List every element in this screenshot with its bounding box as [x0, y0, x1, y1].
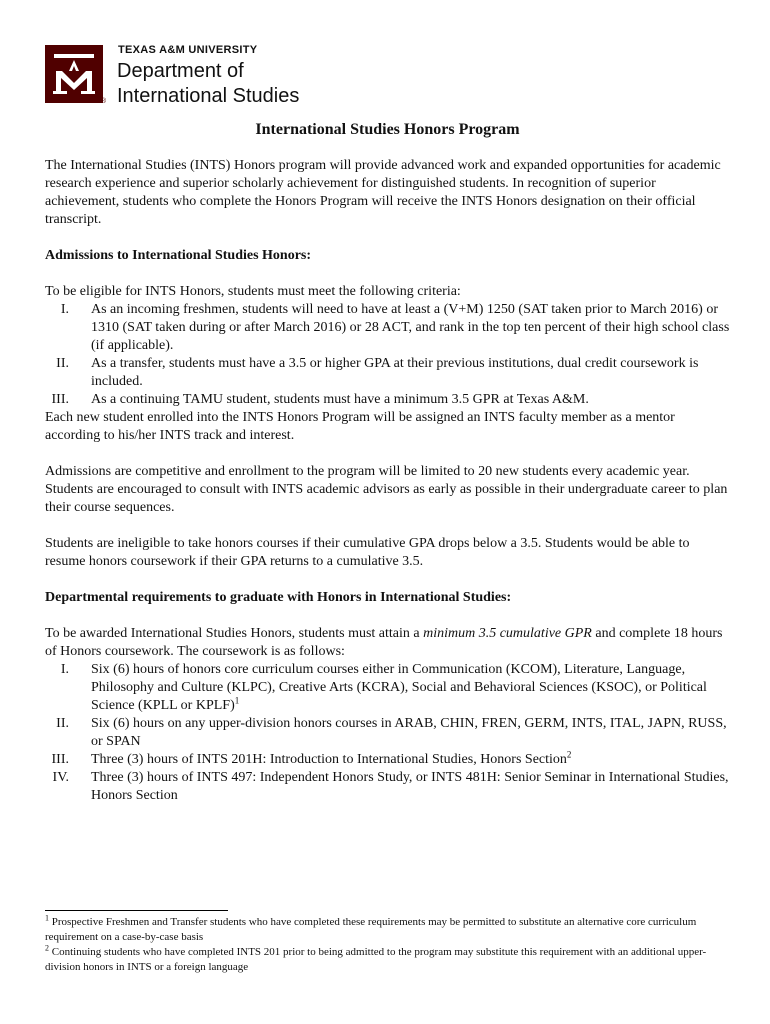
footnote-divider — [45, 910, 228, 911]
criteria-item — [45, 391, 730, 409]
footnote-2 — [45, 945, 730, 975]
list-number: III. — [51, 752, 69, 767]
intro-paragraph: The International Studies (INTS) Honors program will provide advanced work and expanded opportunities for academic research experience and superior scholarly achievement for distinguished students. In recognition of superior achievement, students who complete the Honors Program will receive the INTS Honors designation on their official transcript. — [45, 158, 721, 227]
department-name-line1: Department of — [117, 60, 244, 82]
competitive-paragraph: Admissions are competitive and enrollment to the program will be limited to 20 new students every academic year. Students are encouraged to consult with INTS academic advisors as early as possible in their undergraduate career to plan their course sequences. — [45, 464, 728, 515]
list-number: IV. — [52, 770, 69, 785]
department-name-line2: International Studies — [117, 85, 300, 107]
requirement-item — [45, 751, 730, 769]
list-number: II. — [56, 716, 69, 731]
list-number: I. — [60, 662, 69, 677]
footnotes — [45, 915, 730, 975]
requirements-lead-emphasis: minimum 3.5 cumulative GPR — [423, 626, 592, 641]
admissions-criteria-list — [45, 301, 730, 409]
footnote-text: Prospective Freshmen and Transfer students who have completed these requirements may be permitted to substitute an alternative core curriculum requirement on a case-by-case basis — [45, 916, 697, 943]
requirement-item — [45, 661, 730, 715]
tamu-logo — [45, 45, 103, 103]
footnote-ref: 2 — [566, 749, 572, 760]
requirement-text: Three (3) hours of INTS 201H: Introduction to International Studies, Honors Section — [91, 752, 567, 767]
requirement-text: Three (3) hours of INTS 497: Independent Honors Study, or INTS 481H: Senior Seminar in International Studies, Honors Section — [91, 770, 729, 803]
list-number: III. — [51, 392, 69, 407]
criteria-item — [45, 301, 730, 355]
footnote-number: 1 — [45, 913, 49, 923]
mentor-paragraph: Each new student enrolled into the INTS Honors Program will be assigned an INTS faculty member as a mentor according to his/her INTS track and interest. — [45, 410, 675, 443]
criteria-text: As a continuing TAMU student, students must have a minimum 3.5 GPR at Texas A&M. — [91, 392, 589, 407]
footnote-ref: 1 — [234, 695, 240, 706]
university-name: TEXAS A&M UNIVERSITY — [118, 44, 258, 56]
footnote-number: 2 — [45, 943, 49, 953]
requirement-item — [45, 769, 730, 805]
admissions-lead: To be eligible for INTS Honors, students must meet the following criteria: — [45, 284, 461, 299]
ineligible-paragraph: Students are ineligible to take honors courses if their cumulative GPA drops below a 3.5. Students would be able to resume honors coursework if their GPA returns to a cumulative 3.5. — [45, 536, 690, 569]
list-number: II. — [56, 356, 69, 371]
requirement-text: Six (6) hours of honors core curriculum courses either in Communication (KCOM), Literature, Language, Philosophy and Culture (KLPC), Creative Arts (KCRA), Social and Behavioral Sciences (KSOC), or Political Science (KPLL or KPLF) — [91, 662, 707, 713]
footnote-text: Continuing students who have completed INTS 201 prior to being admitted to the program may substitute this requirement with an additional upper-division honors in INTS or a foreign language — [45, 946, 707, 973]
admissions-heading: Admissions to International Studies Honors: — [45, 248, 312, 263]
list-number: I. — [60, 302, 69, 317]
requirements-heading: Departmental requirements to graduate with Honors in International Studies: — [45, 590, 512, 605]
requirement-item — [45, 715, 730, 751]
atm-logo-icon — [45, 45, 103, 103]
criteria-text: As an incoming freshmen, students will need to have at least a (V+M) 1250 (SAT taken prior to March 2016) or 1310 (SAT taken during or after March 2016) or 28 ACT, and rank in the top ten percent of their high school class (if applicable). — [91, 302, 730, 353]
page-title: International Studies Honors Program — [255, 121, 520, 138]
requirements-lead — [45, 625, 730, 661]
requirements-list — [45, 661, 730, 805]
requirements-lead-end: and complete 18 hours of Honors coursework. The coursework is as follows: — [45, 626, 723, 659]
requirements-lead-start: To be awarded International Studies Honors, students must attain a — [45, 626, 424, 641]
criteria-item — [45, 355, 730, 391]
footnote-1 — [45, 915, 730, 945]
requirement-text: Six (6) hours on any upper-division honors courses in ARAB, CHIN, FREN, GERM, INTS, ITAL, JAPN, RUSS, or SPAN — [91, 716, 727, 749]
registered-mark: ® — [101, 98, 107, 105]
criteria-text: As a transfer, students must have a 3.5 or higher GPA at their previous institutions, dual credit coursework is included. — [91, 356, 699, 389]
main-content — [45, 119, 730, 805]
